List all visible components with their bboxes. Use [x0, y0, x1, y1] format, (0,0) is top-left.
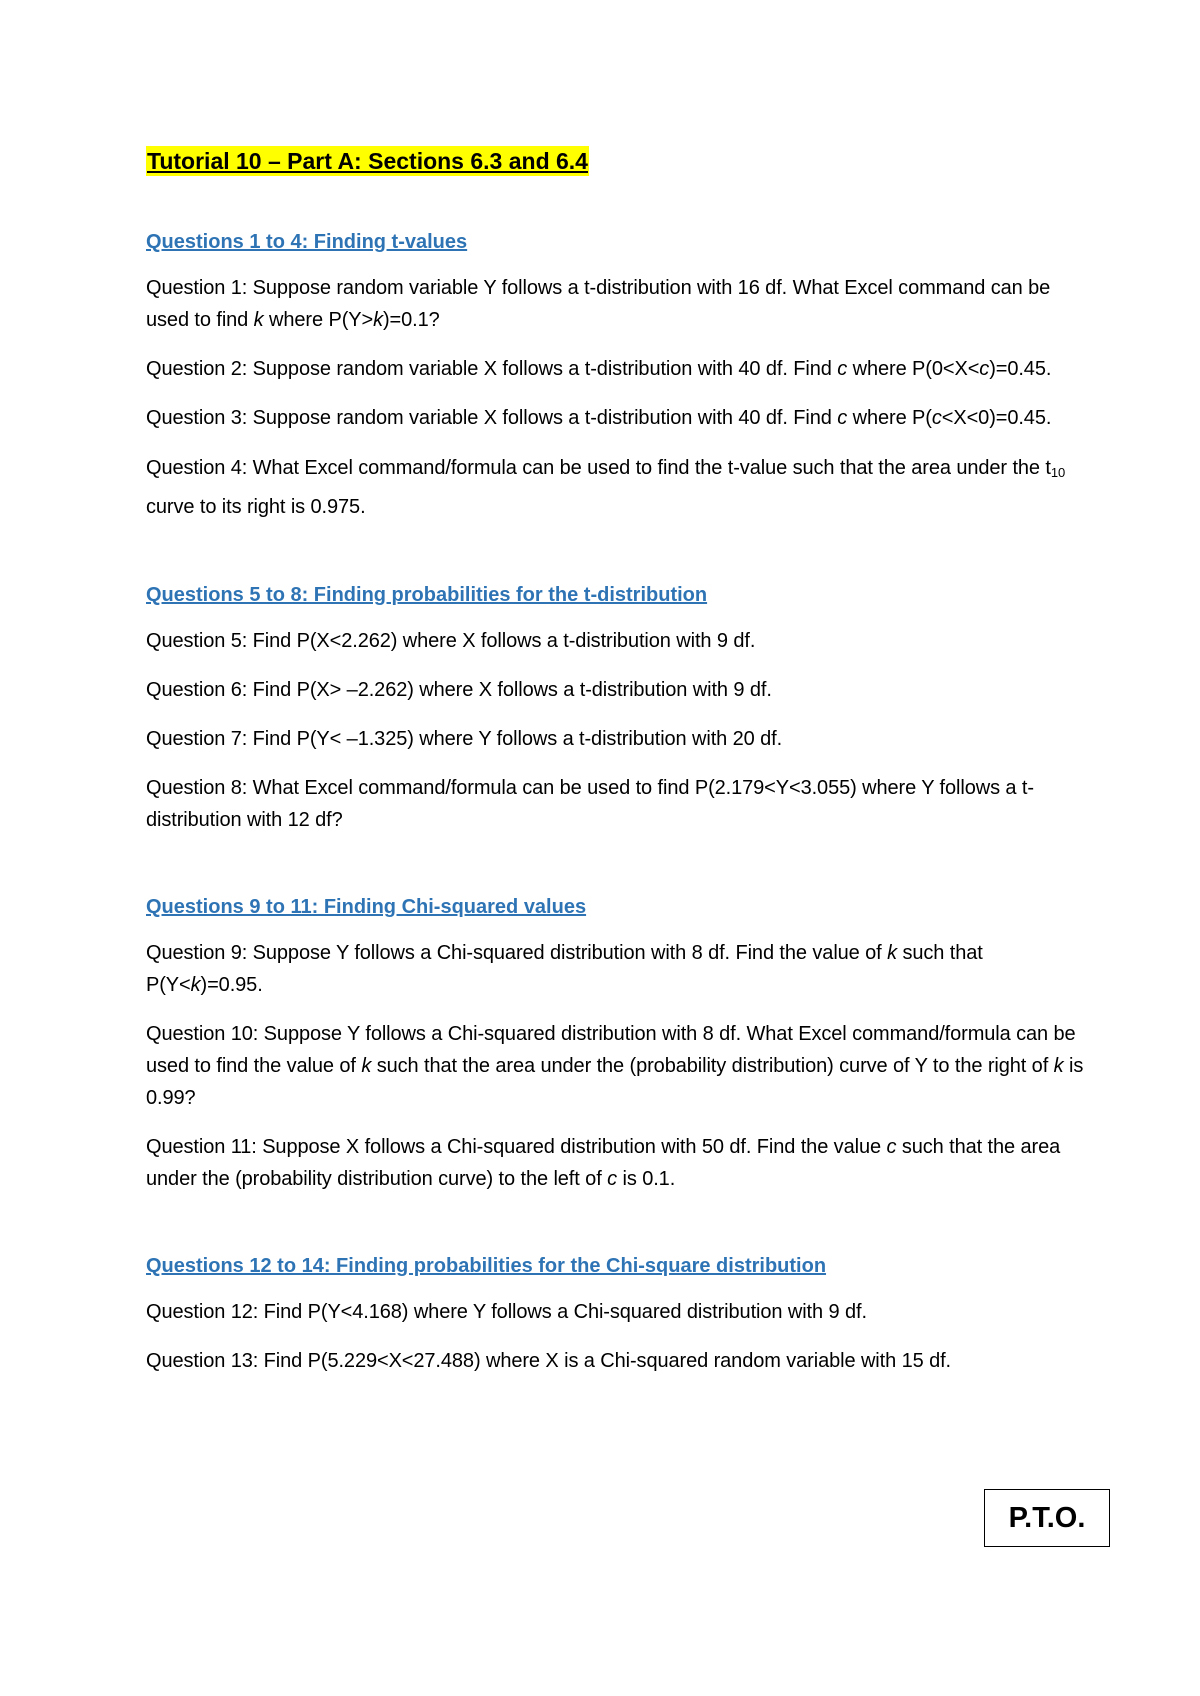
question-13	[146, 1345, 1086, 1377]
variable-c: c	[931, 407, 942, 429]
question-text: Suppose Y follows a Chi-squared distribution with 8 df. What Excel command/formula can be used to find the value of	[146, 1023, 1076, 1077]
question-text: curve to its right is 0.975.	[146, 496, 366, 518]
question-6	[146, 674, 1086, 706]
question-12	[146, 1296, 1086, 1328]
question-text: Find P(Y< –1.325) where Y follows a t-distribution with 20 df.	[247, 728, 783, 750]
variable-k: k	[190, 974, 201, 996]
section-heading: Questions 12 to 14: Finding probabilities for the Chi-square distribution	[146, 1255, 827, 1277]
question-text: <X<0)=0.45.	[941, 407, 1052, 429]
question-text: Find P(X<2.262) where X follows a t-distribution with 9 df.	[247, 630, 756, 652]
title-row	[146, 146, 1086, 176]
question-3	[146, 402, 1086, 434]
variable-k: k	[361, 1055, 372, 1077]
question-label: Question 3:	[146, 407, 248, 429]
variable-c: c	[886, 1136, 897, 1158]
section-t-probabilities	[146, 582, 1086, 836]
question-text: Suppose Y follows a Chi-squared distribution with 8 df. Find the value of	[247, 942, 888, 964]
variable-c: c	[979, 358, 990, 380]
section-heading: Questions 5 to 8: Finding probabilities for the t-distribution	[146, 584, 708, 606]
variable-k: k	[373, 309, 383, 331]
question-text: is 0.99?	[146, 1055, 1084, 1109]
question-label: Question 1:	[146, 277, 248, 299]
question-text: such that the area under the (probability distribution curve) to the left of	[146, 1136, 1061, 1190]
variable-c: c	[837, 358, 848, 380]
question-text: where P(0<X<	[847, 358, 980, 380]
question-text: Suppose random variable X follows a t-distribution with 40 df. Find	[247, 407, 838, 429]
section-heading: Questions 9 to 11: Finding Chi-squared values	[146, 896, 587, 918]
variable-k: k	[253, 309, 264, 331]
question-1	[146, 272, 1086, 336]
section-heading: Questions 1 to 4: Finding t-values	[146, 231, 468, 253]
question-2	[146, 353, 1086, 385]
question-5	[146, 625, 1086, 657]
pto-box: P.T.O.	[984, 1489, 1110, 1547]
question-10	[146, 1018, 1086, 1114]
subscript-df: 10	[1050, 465, 1066, 480]
question-8	[146, 772, 1086, 836]
variable-k: k	[1053, 1055, 1064, 1077]
question-text: What Excel command/formula can be used to find P(2.179<Y<3.055) where Y follows a t-distribution with 12 df?	[146, 777, 1034, 831]
question-label: Question 7:	[146, 728, 248, 750]
section-chi-values	[146, 894, 1086, 1195]
question-label: Question 13:	[146, 1350, 259, 1372]
question-label: Question 6:	[146, 679, 248, 701]
question-text: Suppose X follows a Chi-squared distribution with 50 df. Find the value	[256, 1136, 887, 1158]
question-text: )=0.45.	[989, 358, 1052, 380]
document-content	[146, 146, 1086, 1377]
question-label: Question 9:	[146, 942, 248, 964]
question-text: Suppose random variable X follows a t-distribution with 40 df. Find	[247, 358, 838, 380]
variable-c: c	[607, 1168, 618, 1190]
question-label: Question 5:	[146, 630, 248, 652]
question-label: Question 8:	[146, 777, 248, 799]
question-text: Find P(Y<4.168) where Y follows a Chi-squared distribution with 9 df.	[258, 1301, 867, 1323]
variable-k: k	[887, 942, 898, 964]
question-text: where P(	[847, 407, 932, 429]
question-label: Question 11:	[146, 1136, 257, 1158]
question-text: where P(Y>	[263, 309, 374, 331]
variable-c: c	[837, 407, 848, 429]
section-t-values	[146, 229, 1086, 524]
section-chi-probabilities	[146, 1253, 1086, 1377]
page-title: Tutorial 10 – Part A: Sections 6.3 and 6.4	[147, 148, 588, 174]
question-text: such that the area under the (probability distribution) curve of Y to the right of	[371, 1055, 1054, 1077]
question-9	[146, 937, 1086, 1001]
question-text: Find P(5.229<X<27.488) where X is a Chi-squared random variable with 15 df.	[258, 1350, 952, 1372]
question-text: Suppose random variable Y follows a t-distribution with 16 df. What Excel command can be used to find	[146, 277, 1051, 331]
question-label: Question 4:	[146, 457, 248, 479]
question-11	[146, 1131, 1086, 1195]
question-label: Question 12:	[146, 1301, 259, 1323]
question-text: What Excel command/formula can be used to find the t-value such that the area under the t	[247, 457, 1051, 479]
question-text: such that P(Y<	[146, 942, 983, 996]
question-text: )=0.95.	[200, 974, 263, 996]
question-text: )=0.1?	[383, 309, 440, 331]
question-4	[146, 451, 1086, 524]
question-text: is 0.1.	[617, 1168, 676, 1190]
question-text: Find P(X> –2.262) where X follows a t-distribution with 9 df.	[247, 679, 772, 701]
question-label: Question 2:	[146, 358, 248, 380]
question-label: Question 10:	[146, 1023, 259, 1045]
question-7	[146, 723, 1086, 755]
